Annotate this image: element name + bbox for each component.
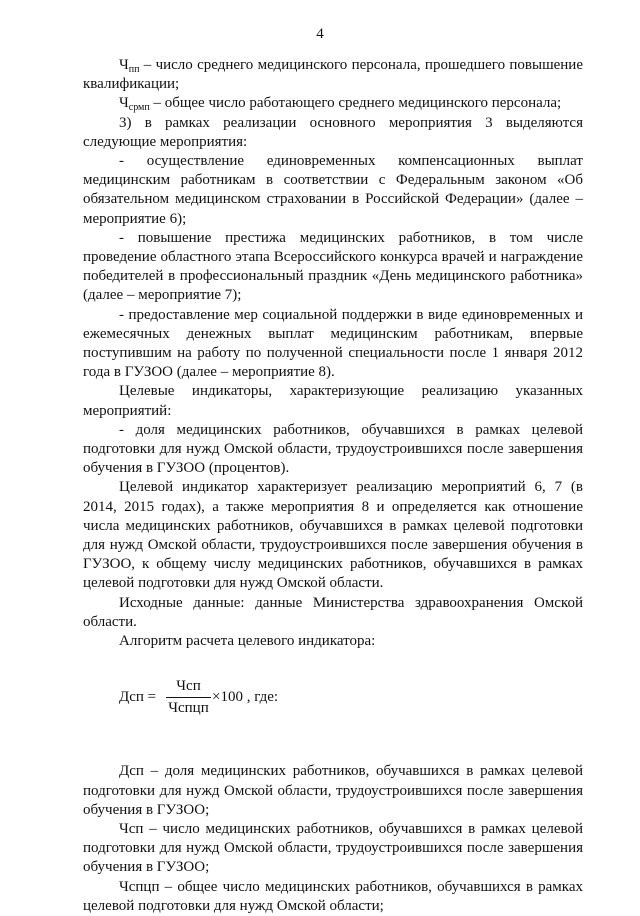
definition-dsp: Дсп – доля медицинских работников, обучавшихся в рамках целевой подготовки для нужд Омской области, трудоустроившихся после завершения обучения в ГУЗОО; xyxy=(83,763,583,818)
definition-chsrmp xyxy=(83,94,583,113)
formula-denominator: Чспцп xyxy=(168,700,209,717)
page-number: 4 xyxy=(316,26,324,42)
definition-text: – число среднего медицинского персонала, прошедшего повышение квалификации; xyxy=(83,57,583,93)
paragraph-measure-6: - осуществление единовременных компенсационных выплат медицинским работникам в соответствии с Федеральным законом «Об обязательном медицинском страховании в Российской Федерации» (далее – мероприятие 6); xyxy=(83,153,583,227)
formula-fraction xyxy=(166,677,211,718)
paragraph-algorithm: Алгоритм расчета целевого индикатора: xyxy=(119,633,376,650)
formula-rhs: ×100 , где: xyxy=(212,689,279,706)
var-subscript: срмп xyxy=(128,102,150,114)
var-subscript: пп xyxy=(128,64,140,75)
definition-text: – общее число работающего среднего медицинского персонала; xyxy=(149,95,562,112)
paragraph-measure-8: - предоставление мер социальной поддержки в виде единовременных и ежемесячных денежных выплат медицинским работникам, впервые поступившим на работу по полученной специальности после 1 января 2012 года в ГУЗОО (далее – мероприятие 8). xyxy=(83,306,583,381)
var-ch: Ч xyxy=(119,57,129,73)
formula-numerator: Чсп xyxy=(176,678,201,695)
paragraph-source-data: Исходные данные: данные Министерства здравоохранения Омской области. xyxy=(83,594,583,630)
definition-chpp xyxy=(83,56,583,94)
definition-chsp: Чсп – число медицинских работников, обучавшихся в рамках целевой подготовки для нужд Омской области, трудоустроившихся после завершения обучения в ГУЗОО; xyxy=(83,820,583,876)
definition-chspcp: Чспцп – общее число медицинских работников, обучавшихся в рамках целевой подготовки для нужд Омской области; xyxy=(83,878,583,914)
fraction-bar xyxy=(166,697,211,698)
var-ch: Ч xyxy=(119,95,129,112)
formula-lhs: Дсп = xyxy=(119,689,157,706)
paragraph-measure-7: - повышение престижа медицинских работников, в том числе проведение областного этапа Всероссийского конкурса врачей и награждение победителей в профессиональный праздник «День медицинского работника» (далее – мероприятие 7); xyxy=(83,229,583,304)
formula xyxy=(83,677,583,717)
paragraph-indicators: Целевые индикаторы, характеризующие реализацию указанных мероприятий: xyxy=(83,383,583,419)
body-text xyxy=(83,56,583,916)
paragraph-indicator-share: - доля медицинских работников, обучавшихся в рамках целевой подготовки для нужд Омской области, трудоустроившихся после завершения обучения в ГУЗОО (процентов). xyxy=(83,421,583,477)
paragraph-item-3: 3) в рамках реализации основного мероприятия 3 выделяются следующие мероприятия: xyxy=(83,114,583,150)
paragraph-indicator-description: Целевой индикатор характеризует реализацию мероприятий 6, 7 (в 2014, 2015 годах), а также мероприятия 8 и определяется как отношение числа медицинских работников, обучавшихся в рамках целевой подготовки для нужд Омской области, трудоустроившихся после завершения обучения в ГУЗОО, к общему числу медицинских работников, обучавшихся в рамках целевой подготовки для нужд Омской области. xyxy=(83,479,583,592)
